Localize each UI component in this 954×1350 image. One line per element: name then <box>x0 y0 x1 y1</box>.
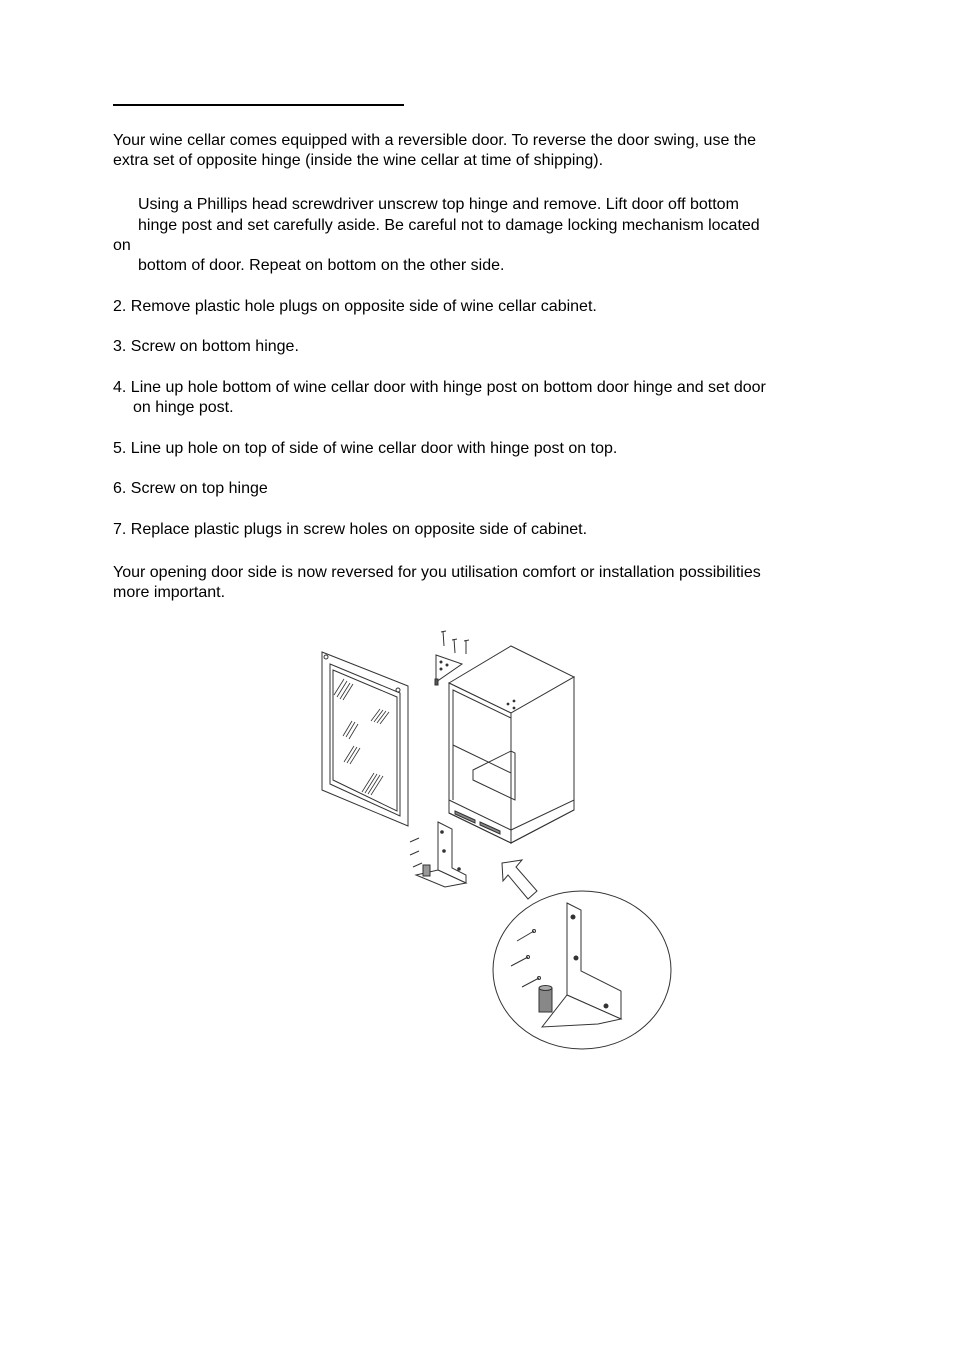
step4-line-2: on hinge post. <box>133 399 234 416</box>
arrow-icon <box>502 860 537 899</box>
step1-line-3: on <box>113 237 131 254</box>
door-reversal-illustration <box>300 620 680 1060</box>
closing-line-2: more important. <box>113 584 226 601</box>
top-hinge-screws <box>441 631 469 654</box>
step-2: 2. Remove plastic hole plugs on opposite side of wine cellar cabinet. <box>113 298 597 315</box>
step1-line-4: bottom of door. Repeat on bottom on the other side. <box>138 257 505 274</box>
step-5: 5. Line up hole on top of side of wine cellar door with hinge post on top. <box>113 440 618 457</box>
wine-cellar-cabinet <box>449 646 574 843</box>
step-3: 3. Screw on bottom hinge. <box>113 338 299 355</box>
step1-line-1: Using a Phillips head screwdriver unscrew top hinge and remove. Lift door off bottom <box>138 196 739 213</box>
intro-line-2: extra set of opposite hinge (inside the wine cellar at time of shipping). <box>113 152 604 169</box>
hinge-detail-zoom <box>493 891 671 1049</box>
glass-door <box>322 652 408 826</box>
intro-line-1: Your wine cellar comes equipped with a reversible door. To reverse the door swing, use the <box>113 132 757 149</box>
step1-line-2: hinge post and set carefully aside. Be careful not to damage locking mechanism located <box>138 217 760 234</box>
section-heading-rule <box>113 104 404 106</box>
bottom-hinge-small <box>410 822 466 887</box>
step-7: 7. Replace plastic plugs in screw holes on opposite side of cabinet. <box>113 521 588 538</box>
closing-line-1: Your opening door side is now reversed for you utilisation comfort or installation possibilities <box>113 564 761 581</box>
step-6: 6. Screw on top hinge <box>113 480 268 497</box>
step4-line-1: 4. Line up hole bottom of wine cellar door with hinge post on bottom door hinge and set door <box>113 379 766 396</box>
